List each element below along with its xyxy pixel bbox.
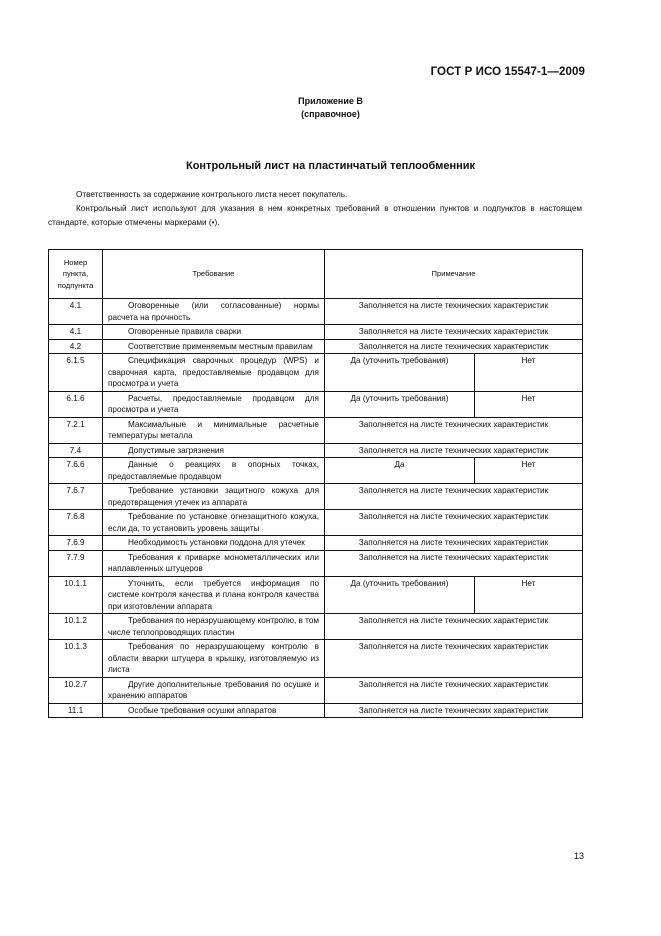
checklist-table — [48, 249, 583, 718]
requirement-text: Требование по установке огнезащитного кожуха, если да, то установить уровень защиты — [103, 510, 325, 536]
table-row — [49, 354, 583, 392]
table-row — [49, 391, 583, 417]
note-text: Заполняется на листе технических характеристик — [325, 417, 583, 443]
requirement-text: Оговоренные (или согласованные) нормы расчета на прочность — [103, 299, 325, 325]
note-option-yes: Да (уточнить требования) — [325, 576, 475, 614]
table-row — [49, 325, 583, 340]
page-number: 13 — [573, 851, 584, 861]
requirement-text: Максимальные и минимальные расчетные температуры металла — [103, 417, 325, 443]
requirement-text: Расчеты, предоставляемые продавцом для просмотра и учета — [103, 391, 325, 417]
note-text: Заполняется на листе технических характеристик — [325, 640, 583, 678]
requirement-text: Необходимость установки поддона для утечек — [103, 536, 325, 551]
table-row — [49, 640, 583, 678]
item-number: 10.2.7 — [49, 677, 103, 703]
item-number: 4.1 — [49, 325, 103, 340]
table-row — [49, 677, 583, 703]
note-text: Заполняется на листе технических характеристик — [325, 339, 583, 354]
document-code: ГОСТ Р ИСО 15547-1—2009 — [430, 66, 585, 78]
item-number: 10.1.2 — [49, 614, 103, 640]
item-number: 6.1.6 — [49, 391, 103, 417]
table-row — [49, 458, 583, 484]
table-row — [49, 417, 583, 443]
section-title: Контрольный лист на пластинчатый теплообменник — [185, 160, 476, 172]
table-row — [49, 550, 583, 576]
requirement-text: Спецификация сварочных процедур (WPS) и сварочная карта, предоставляемые продавцом для просмотра и учета — [103, 354, 325, 392]
table-header-row — [49, 250, 583, 299]
requirement-text: Требования по неразрушающему контролю в области вварки штуцера в крышку, изготовляемую из листа — [103, 640, 325, 678]
table-row — [49, 299, 583, 325]
item-number: 7.6.9 — [49, 536, 103, 551]
table-row — [49, 443, 583, 458]
table-row — [49, 484, 583, 510]
item-number: 7.7.9 — [49, 550, 103, 576]
requirement-text: Особые требования осушки аппаратов — [103, 703, 325, 718]
requirement-text: Требования к приварке монометаллических или наплавленных штуцеров — [103, 550, 325, 576]
note-option-yes: Да (уточнить требования) — [325, 354, 475, 392]
note-option-yes: Да (уточнить требования) — [325, 391, 475, 417]
table-row — [49, 703, 583, 718]
requirement-text: Требование установки защитного кожуха для предотвращения утечек из аппарата — [103, 484, 325, 510]
appendix-heading — [0, 95, 661, 121]
note-text: Заполняется на листе технических характеристик — [325, 325, 583, 340]
note-option-no: Нет — [475, 354, 583, 392]
item-number: 11.1 — [49, 703, 103, 718]
header-requirement: Требование — [103, 250, 325, 299]
note-option-no: Нет — [475, 576, 583, 614]
paragraph-usage: Контрольный лист используют для указания в нем конкретных требований в отношении пунктов и подпунктов в настоящем стандарте, которые отмечены маркерами (•). — [48, 204, 582, 227]
table-row — [49, 614, 583, 640]
note-text: Заполняется на листе технических характеристик — [325, 536, 583, 551]
header-item-number: Номер пункта, подпункта — [49, 250, 103, 299]
note-text: Заполняется на листе технических характеристик — [325, 299, 583, 325]
item-number: 6.1.5 — [49, 354, 103, 392]
requirement-text: Другие дополнительные требования по осушке и хранению аппаратов — [103, 677, 325, 703]
table-row — [49, 536, 583, 551]
requirement-text: Допустимые загрязнения — [103, 443, 325, 458]
table-row — [49, 510, 583, 536]
note-text: Заполняется на листе технических характеристик — [325, 443, 583, 458]
note-text: Заполняется на листе технических характеристик — [325, 614, 583, 640]
item-number: 7.4 — [49, 443, 103, 458]
requirement-text: Оговоренные правила сварки — [103, 325, 325, 340]
appendix-label: Приложение В — [298, 96, 363, 106]
table-row — [49, 339, 583, 354]
item-number: 7.6.8 — [49, 510, 103, 536]
note-text: Заполняется на листе технических характеристик — [325, 510, 583, 536]
table-body — [49, 299, 583, 718]
requirement-text: Уточнить, если требуется информация по системе контроля качества и плана контроля качества при изготовлении аппарата — [103, 576, 325, 614]
requirement-text: Соответствие применяемым местным правилам — [103, 339, 325, 354]
note-text: Заполняется на листе технических характеристик — [325, 677, 583, 703]
item-number: 10.1.1 — [49, 576, 103, 614]
item-number: 4.2 — [49, 339, 103, 354]
appendix-type: (справочное) — [301, 109, 360, 119]
table-row — [49, 576, 583, 614]
item-number: 7.6.6 — [49, 458, 103, 484]
note-text: Заполняется на листе технических характеристик — [325, 484, 583, 510]
note-option-no: Нет — [475, 391, 583, 417]
note-option-yes: Да — [325, 458, 475, 484]
item-number: 4.1 — [49, 299, 103, 325]
header-note: Примечание — [325, 250, 583, 299]
requirement-text: Данные о реакциях в опорных точках, предоставляемые продавцом — [103, 458, 325, 484]
note-option-no: Нет — [475, 458, 583, 484]
requirement-text: Требования по неразрушающему контролю, в том числе теплопроводящих пластин — [103, 614, 325, 640]
item-number: 7.2.1 — [49, 417, 103, 443]
item-number: 10.1.3 — [49, 640, 103, 678]
note-text: Заполняется на листе технических характеристик — [325, 703, 583, 718]
note-text: Заполняется на листе технических характеристик — [325, 550, 583, 576]
item-number: 7.6.7 — [49, 484, 103, 510]
paragraph-responsibility: Ответственность за содержание контрольного листа несет покупатель. — [76, 190, 348, 199]
